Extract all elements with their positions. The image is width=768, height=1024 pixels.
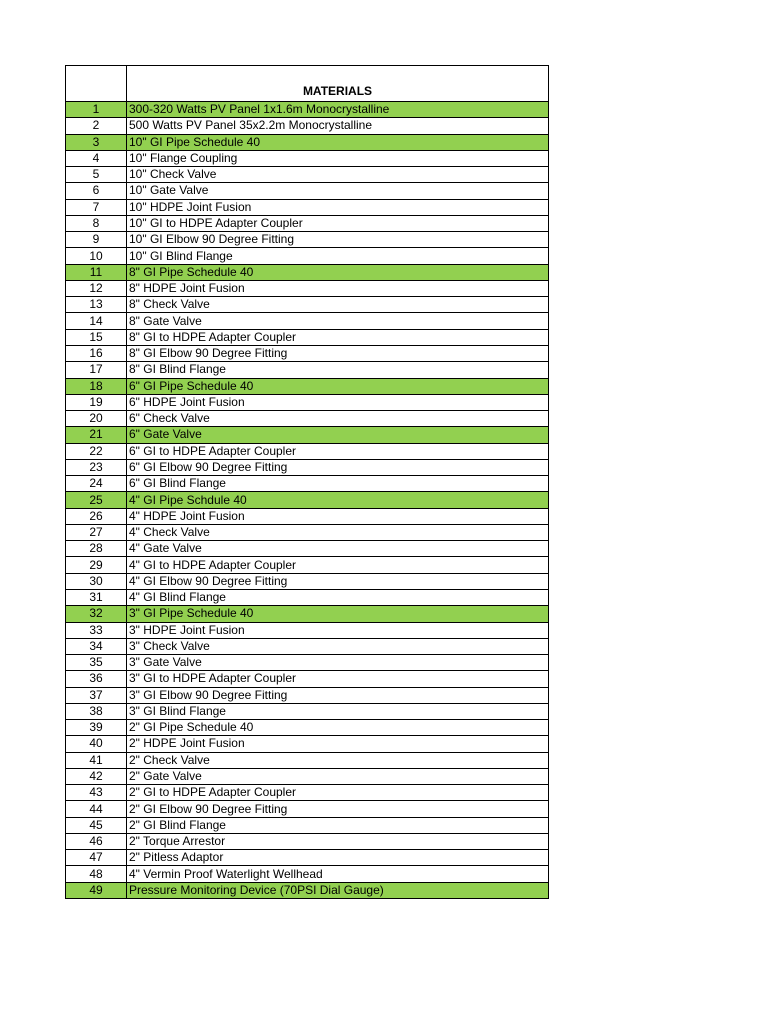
material-name-cell: 2" Torque Arrestor: [127, 833, 549, 849]
material-name-cell: 2" GI Pipe Schedule 40: [127, 720, 549, 736]
material-name-cell: 10" Gate Valve: [127, 183, 549, 199]
row-number-cell: 48: [66, 866, 127, 882]
table-row: [66, 638, 549, 654]
material-name-cell: 10" GI to HDPE Adapter Coupler: [127, 215, 549, 231]
row-number-cell: 10: [66, 248, 127, 264]
row-number-cell: 26: [66, 508, 127, 524]
material-name-cell: 3" GI Blind Flange: [127, 703, 549, 719]
table-row: [66, 589, 549, 605]
row-number-cell: 18: [66, 378, 127, 394]
table-row: [66, 492, 549, 508]
table-row: [66, 817, 549, 833]
table-row: [66, 264, 549, 280]
table-row: [66, 785, 549, 801]
material-name-cell: 500 Watts PV Panel 35x2.2m Monocrystalline: [127, 118, 549, 134]
material-name-cell: 2" GI Elbow 90 Degree Fitting: [127, 801, 549, 817]
row-number-cell: 5: [66, 167, 127, 183]
material-name-cell: 6" GI Elbow 90 Degree Fitting: [127, 459, 549, 475]
material-name-cell: 4" Gate Valve: [127, 541, 549, 557]
row-number-cell: 25: [66, 492, 127, 508]
row-number-cell: 3: [66, 134, 127, 150]
table-row: [66, 752, 549, 768]
table-row: [66, 297, 549, 313]
material-name-cell: 10" HDPE Joint Fusion: [127, 199, 549, 215]
row-number-cell: 44: [66, 801, 127, 817]
row-number-cell: 32: [66, 606, 127, 622]
material-name-cell: 3" Check Valve: [127, 638, 549, 654]
material-name-cell: 6" GI Pipe Schedule 40: [127, 378, 549, 394]
table-row: [66, 850, 549, 866]
material-name-cell: 4" Vermin Proof Waterlight Wellhead: [127, 866, 549, 882]
table-row: [66, 882, 549, 898]
table-row: [66, 313, 549, 329]
material-name-cell: 2" Pitless Adaptor: [127, 850, 549, 866]
material-name-cell: 6" Gate Valve: [127, 427, 549, 443]
table-row: [66, 199, 549, 215]
material-name-cell: 2" HDPE Joint Fusion: [127, 736, 549, 752]
table-row: [66, 394, 549, 410]
row-number-cell: 13: [66, 297, 127, 313]
material-name-cell: 6" HDPE Joint Fusion: [127, 394, 549, 410]
material-name-cell: 8" GI Elbow 90 Degree Fitting: [127, 345, 549, 361]
material-name-cell: Pressure Monitoring Device (70PSI Dial Gauge): [127, 882, 549, 898]
materials-table-body: [66, 102, 549, 899]
table-row: [66, 833, 549, 849]
row-number-cell: 42: [66, 768, 127, 784]
table-row: [66, 801, 549, 817]
table-row: [66, 557, 549, 573]
materials-table-header: [66, 66, 549, 102]
row-number-cell: 37: [66, 687, 127, 703]
table-row: [66, 183, 549, 199]
table-row: [66, 606, 549, 622]
table-row: [66, 150, 549, 166]
table-row: [66, 524, 549, 540]
materials-table: [65, 65, 549, 899]
material-name-cell: 8" HDPE Joint Fusion: [127, 280, 549, 296]
table-row: [66, 443, 549, 459]
row-number-cell: 31: [66, 589, 127, 605]
row-number-cell: 46: [66, 833, 127, 849]
material-name-cell: 6" GI to HDPE Adapter Coupler: [127, 443, 549, 459]
row-number-cell: 28: [66, 541, 127, 557]
row-number-cell: 24: [66, 476, 127, 492]
table-row: [66, 768, 549, 784]
table-row: [66, 215, 549, 231]
row-number-cell: 12: [66, 280, 127, 296]
material-name-cell: 2" GI Blind Flange: [127, 817, 549, 833]
row-number-cell: 47: [66, 850, 127, 866]
material-name-cell: 4" Check Valve: [127, 524, 549, 540]
row-number-cell: 4: [66, 150, 127, 166]
material-name-cell: 10" GI Blind Flange: [127, 248, 549, 264]
material-name-cell: 10" GI Elbow 90 Degree Fitting: [127, 232, 549, 248]
row-number-cell: 17: [66, 362, 127, 378]
table-row: [66, 427, 549, 443]
table-row: [66, 134, 549, 150]
row-number-cell: 23: [66, 459, 127, 475]
material-name-cell: 2" GI to HDPE Adapter Coupler: [127, 785, 549, 801]
row-number-cell: 11: [66, 264, 127, 280]
table-row: [66, 541, 549, 557]
row-number-cell: 27: [66, 524, 127, 540]
table-row: [66, 703, 549, 719]
row-number-cell: 2: [66, 118, 127, 134]
table-row: [66, 378, 549, 394]
row-number-cell: 33: [66, 622, 127, 638]
table-row: [66, 345, 549, 361]
row-number-cell: 19: [66, 394, 127, 410]
materials-column-header: MATERIALS: [127, 66, 549, 102]
material-name-cell: 6" Check Valve: [127, 411, 549, 427]
table-row: [66, 411, 549, 427]
row-number-cell: 16: [66, 345, 127, 361]
table-row: [66, 329, 549, 345]
row-number-cell: 21: [66, 427, 127, 443]
table-row: [66, 655, 549, 671]
table-row: [66, 687, 549, 703]
row-number-cell: 40: [66, 736, 127, 752]
material-name-cell: 8" GI to HDPE Adapter Coupler: [127, 329, 549, 345]
table-row: [66, 280, 549, 296]
row-number-cell: 30: [66, 573, 127, 589]
material-name-cell: 4" GI to HDPE Adapter Coupler: [127, 557, 549, 573]
material-name-cell: 3" HDPE Joint Fusion: [127, 622, 549, 638]
row-number-cell: 49: [66, 882, 127, 898]
material-name-cell: 3" GI to HDPE Adapter Coupler: [127, 671, 549, 687]
material-name-cell: 2" Check Valve: [127, 752, 549, 768]
header-row: [66, 66, 549, 102]
material-name-cell: 8" Check Valve: [127, 297, 549, 313]
material-name-cell: 4" GI Elbow 90 Degree Fitting: [127, 573, 549, 589]
material-name-cell: 10" Flange Coupling: [127, 150, 549, 166]
row-number-cell: 38: [66, 703, 127, 719]
row-number-cell: 36: [66, 671, 127, 687]
row-number-cell: 20: [66, 411, 127, 427]
material-name-cell: 8" GI Blind Flange: [127, 362, 549, 378]
row-number-cell: 14: [66, 313, 127, 329]
material-name-cell: 300-320 Watts PV Panel 1x1.6m Monocrystalline: [127, 102, 549, 118]
row-number-cell: 9: [66, 232, 127, 248]
table-row: [66, 866, 549, 882]
table-row: [66, 362, 549, 378]
material-name-cell: 4" GI Pipe Schdule 40: [127, 492, 549, 508]
material-name-cell: 3" Gate Valve: [127, 655, 549, 671]
material-name-cell: 8" Gate Valve: [127, 313, 549, 329]
table-row: [66, 459, 549, 475]
table-row: [66, 573, 549, 589]
table-row: [66, 248, 549, 264]
row-number-cell: 29: [66, 557, 127, 573]
table-row: [66, 736, 549, 752]
material-name-cell: 10" Check Valve: [127, 167, 549, 183]
material-name-cell: 10" GI Pipe Schedule 40: [127, 134, 549, 150]
row-number-cell: 7: [66, 199, 127, 215]
material-name-cell: 8" GI Pipe Schedule 40: [127, 264, 549, 280]
material-name-cell: 4" GI Blind Flange: [127, 589, 549, 605]
row-number-cell: 34: [66, 638, 127, 654]
row-number-cell: 8: [66, 215, 127, 231]
row-number-cell: 6: [66, 183, 127, 199]
table-row: [66, 508, 549, 524]
material-name-cell: 3" GI Pipe Schedule 40: [127, 606, 549, 622]
material-name-cell: 6" GI Blind Flange: [127, 476, 549, 492]
number-column-header: [66, 66, 127, 102]
table-row: [66, 102, 549, 118]
row-number-cell: 39: [66, 720, 127, 736]
material-name-cell: 3" GI Elbow 90 Degree Fitting: [127, 687, 549, 703]
table-row: [66, 476, 549, 492]
table-row: [66, 232, 549, 248]
table-row: [66, 671, 549, 687]
material-name-cell: 2" Gate Valve: [127, 768, 549, 784]
row-number-cell: 1: [66, 102, 127, 118]
row-number-cell: 45: [66, 817, 127, 833]
row-number-cell: 43: [66, 785, 127, 801]
table-row: [66, 720, 549, 736]
row-number-cell: 41: [66, 752, 127, 768]
table-row: [66, 167, 549, 183]
row-number-cell: 35: [66, 655, 127, 671]
row-number-cell: 22: [66, 443, 127, 459]
table-row: [66, 622, 549, 638]
table-row: [66, 118, 549, 134]
row-number-cell: 15: [66, 329, 127, 345]
material-name-cell: 4" HDPE Joint Fusion: [127, 508, 549, 524]
